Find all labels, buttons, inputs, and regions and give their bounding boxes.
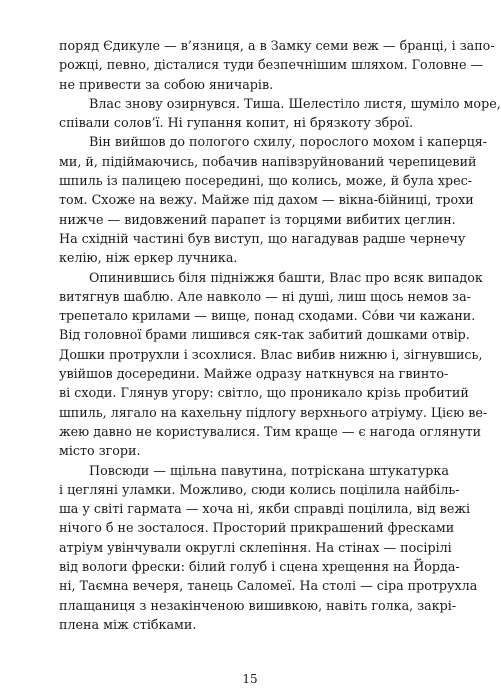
paragraph bbox=[59, 94, 501, 133]
text-line: ми, й, підіймаючись, побачив напівзруйнований черепицевий bbox=[59, 153, 477, 169]
paragraph bbox=[59, 132, 488, 267]
text-line: рожці, певно, дісталися туди безпечнішим шляхом. Головне — bbox=[59, 57, 484, 73]
text-line: Повсюди — щільна павутина, потріскана штукатурка bbox=[89, 462, 449, 478]
text-line: нижче — видовжений парапет із торцями вибитих цеглин. bbox=[59, 211, 456, 227]
text-line: від вологи фрески: білий голуб і сцена хрещення на Йорда- bbox=[59, 559, 460, 575]
text-line: ві сходи. Глянув угору: світло, що проникало крізь пробитий bbox=[59, 385, 469, 401]
text-line: плена між стібками. bbox=[59, 616, 197, 632]
paragraph bbox=[59, 36, 495, 94]
text-line: увійшов досередини. Майже одразу наткнувся на гвинто- bbox=[59, 366, 449, 382]
text-line: місто згори. bbox=[59, 443, 141, 459]
body-text bbox=[59, 36, 501, 634]
text-line: плащаниця з незакінченою вишивкою, навіть голка, закрі- bbox=[59, 597, 457, 613]
text-line: Він вийшов до пологого схилу, порослого мохом і каперця- bbox=[89, 134, 488, 150]
text-line: шпиль із палицею посередині, що колись, може, й була хрес- bbox=[59, 173, 473, 189]
text-line: нічого б не зосталося. Просторий прикрашений фресками bbox=[59, 520, 455, 536]
text-line: не привести за собою яничарів. bbox=[59, 76, 274, 92]
text-line: трепетало крилами — вище, понад сходами. Со́ви чи кажани. bbox=[59, 308, 476, 324]
text-line: співали солов’ї. Ні гупання копит, ні брязкоту зброї. bbox=[59, 115, 414, 131]
text-line: ні, Таємна вечеря, танець Саломеї. На столі — сіра протрухла bbox=[59, 578, 478, 594]
text-line: том. Схоже на вежу. Майже під дахом — вікна-бійниці, трохи bbox=[59, 192, 474, 208]
paragraph bbox=[59, 461, 478, 635]
text-line: келію, ніж еркер лучника. bbox=[59, 250, 238, 266]
paragraph bbox=[59, 268, 488, 461]
text-line: На східній частині був виступ, що нагадував радше чернечу bbox=[59, 230, 466, 246]
text-line: ша у світі гармата — хоча ні, якби справді поцілила, від вежі bbox=[59, 501, 471, 517]
text-line: і цегляні уламки. Можливо, сюди колись поцілила найбіль- bbox=[59, 481, 460, 497]
text-line: витягнув шаблю. Але навколо — ні душі, лиш щось немов за- bbox=[59, 288, 471, 304]
text-line: атріум увінчували округлі склепіння. На стінах — посірілі bbox=[59, 539, 452, 555]
text-line: шпиль, лягало на кахельну підлогу верхнього атріуму. Цією ве- bbox=[59, 404, 488, 420]
text-line: Влас знову озирнувся. Тиша. Шелестіло листя, шуміло море, bbox=[89, 95, 501, 111]
text-line: Дошки протрухли і зсохлися. Влас вибив нижню і, зігнувшись, bbox=[59, 346, 483, 362]
page-number: 15 bbox=[242, 672, 258, 686]
text-line: жею давно не користувалися. Тим краще — є нагода оглянути bbox=[59, 423, 482, 439]
text-line: поряд Єдикуле — в’язниця, а в Замку семи веж — бранці, і запо- bbox=[59, 38, 495, 53]
text-line: Опинившись біля підніжжя башти, Влас про всяк випадок bbox=[89, 269, 483, 285]
text-line: Від головної брами лишився сяк-так забитий дошками отвір. bbox=[59, 327, 470, 343]
